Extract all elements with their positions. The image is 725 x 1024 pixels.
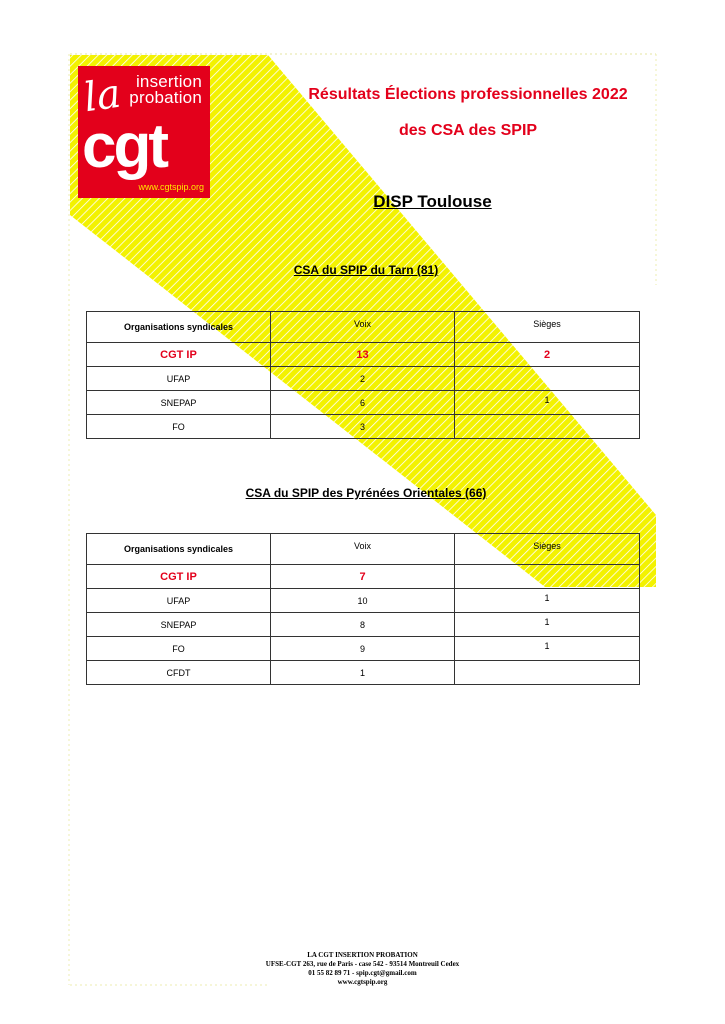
results-table-tarn — [86, 311, 640, 439]
table-row — [87, 661, 640, 685]
sieges-cell — [455, 367, 640, 391]
table-header-row — [87, 534, 640, 565]
sieges-cell — [455, 415, 640, 439]
voix-cell: 10 — [271, 589, 455, 613]
org-cell: CGT IP — [87, 343, 271, 367]
table-row — [87, 415, 640, 439]
sieges-value: 1 — [544, 616, 550, 627]
org-cell: FO — [87, 415, 271, 439]
sieges-value: 1 — [544, 640, 550, 651]
org-cell: CFDT — [87, 661, 271, 685]
logo-insertion-text: insertion — [135, 72, 202, 91]
logo-cgt-text: cgt — [82, 112, 166, 181]
sieges-value: 1 — [544, 592, 550, 603]
footer-contact: 01 55 82 89 71 - spip.cgt@gmail.com — [308, 969, 417, 977]
footer-address: UFSE-CGT 263, rue de Paris - case 542 - 93514 Montreuil Cedex — [265, 960, 460, 968]
logo-probation-text: probation — [129, 88, 202, 107]
org-cell: CGT IP — [87, 565, 271, 589]
header-voix: Voix — [271, 312, 455, 343]
org-cell: SNEPAP — [87, 391, 271, 415]
org-cell: FO — [87, 637, 271, 661]
section-title-tarn: CSA du SPIP du Tarn (81) — [293, 263, 439, 277]
sieges-cell — [455, 613, 640, 637]
org-cell: UFAP — [87, 589, 271, 613]
voix-cell: 2 — [271, 367, 455, 391]
voix-cell: 8 — [271, 613, 455, 637]
page-title: Résultats Élections professionnelles 2022 — [308, 86, 628, 103]
sieges-cell — [455, 661, 640, 685]
voix-cell: 9 — [271, 637, 455, 661]
page-title-line2: des CSA des SPIP — [398, 122, 538, 139]
table-row — [87, 613, 640, 637]
org-cell: UFAP — [87, 367, 271, 391]
results-table-pyrenees-orientales — [86, 533, 640, 685]
header-voix: Voix — [271, 534, 455, 565]
footer-org-name: LA CGT INSERTION PROBATION — [307, 951, 418, 959]
sieges-value: 1 — [544, 394, 550, 405]
table-row — [87, 343, 640, 367]
table-row — [87, 391, 640, 415]
sieges-cell — [455, 589, 640, 613]
sieges-cell — [455, 391, 640, 415]
voix-cell: 1 — [271, 661, 455, 685]
table-row — [87, 637, 640, 661]
voix-cell: 3 — [271, 415, 455, 439]
header-organisations: Organisations syndicales — [87, 312, 271, 343]
voix-cell: 6 — [271, 391, 455, 415]
page-footer — [0, 951, 725, 987]
disp-subtitle: DISP Toulouse — [373, 192, 492, 211]
table-row — [87, 565, 640, 589]
sieges-cell — [455, 565, 640, 589]
cgt-logo — [78, 66, 210, 198]
logo-la-text: la — [80, 70, 124, 122]
voix-cell: 7 — [271, 565, 455, 589]
section-title-pyrenees-orientales: CSA du SPIP des Pyrénées Orientales (66) — [245, 486, 487, 500]
footer-website: www.cgtspip.org — [337, 978, 388, 986]
sieges-cell: 2 — [455, 343, 640, 367]
table-row — [87, 367, 640, 391]
header-organisations: Organisations syndicales — [87, 534, 271, 565]
voix-cell: 13 — [271, 343, 455, 367]
logo-url-text: www.cgtspip.org — [138, 182, 204, 192]
sieges-cell — [455, 637, 640, 661]
table-header-row — [87, 312, 640, 343]
header-sieges: Sièges — [455, 534, 640, 565]
table-row — [87, 589, 640, 613]
header-sieges: Sièges — [455, 312, 640, 343]
org-cell: SNEPAP — [87, 613, 271, 637]
